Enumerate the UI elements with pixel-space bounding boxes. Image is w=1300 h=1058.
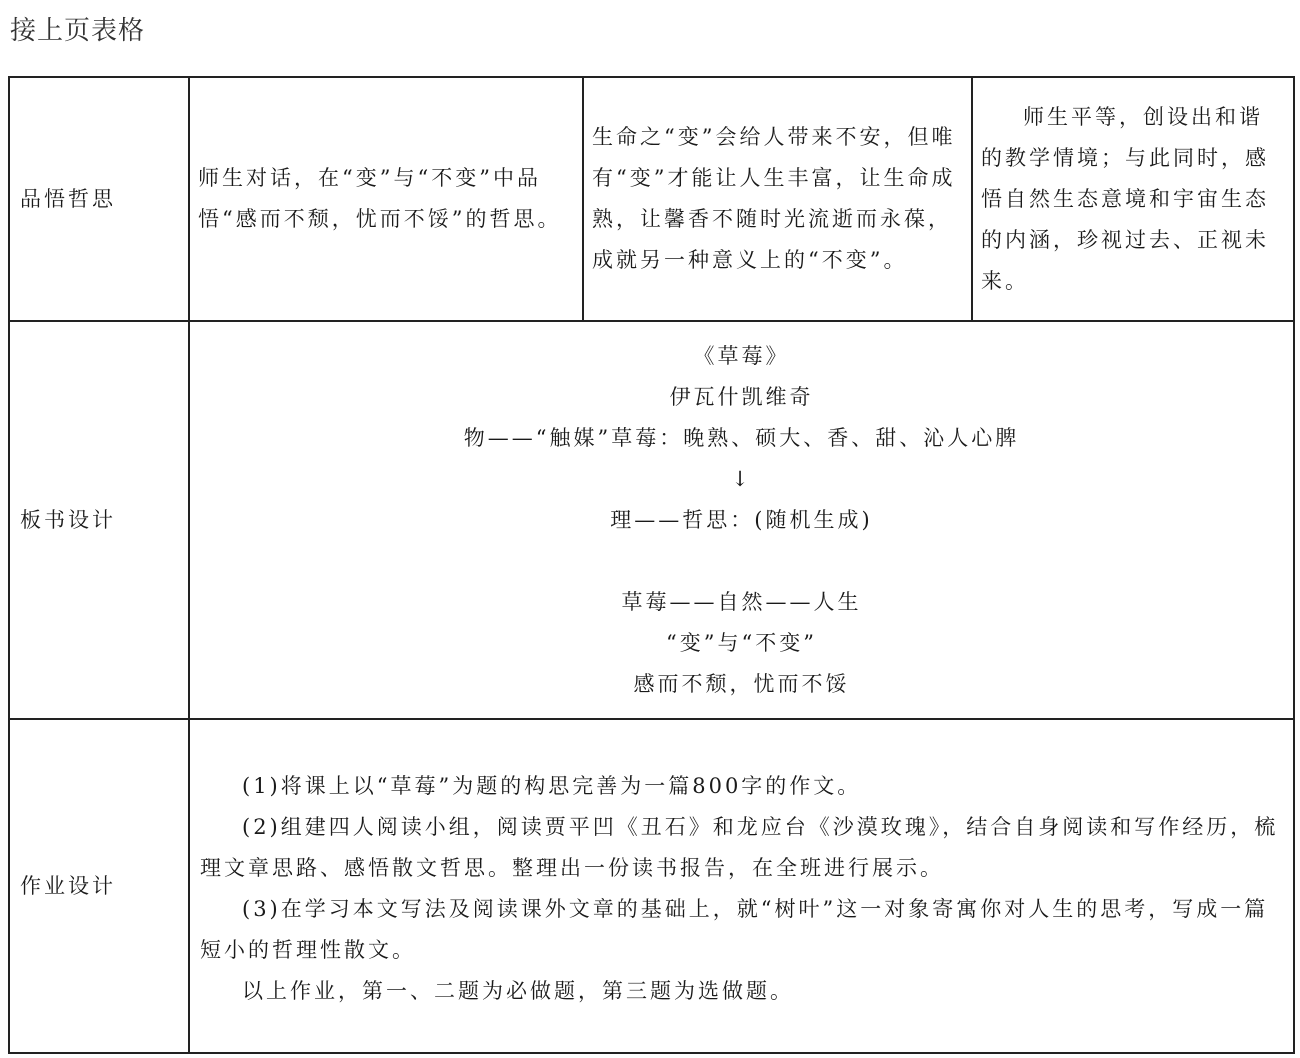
board-spacer xyxy=(190,541,1293,582)
board-title: 《草莓》 xyxy=(693,343,790,368)
arrow-down-icon: ↓ xyxy=(731,466,752,491)
homework-item: (1)将课上以“草莓”为题的构思完善为一篇800字的作文。 xyxy=(242,774,862,798)
reflection-content: 生命之“变”会给人带来不安，但唯有“变”才能让人生丰富，让生命成熟，让馨香不随时光流逝而永葆，成就另一种意义上的“不变”。 xyxy=(583,77,972,321)
board-chain-line: 草莓——自然——人生 xyxy=(621,589,862,614)
reflection-label: 品悟哲思 xyxy=(9,77,189,321)
reflection-row xyxy=(9,77,1294,321)
board-design xyxy=(189,321,1294,719)
board-motto-line: 感而不颓，忧而不馁 xyxy=(633,671,850,696)
board-object-line: 物——“触媒”草莓：晚熟、硕大、香、甜、沁人心脾 xyxy=(463,425,1020,450)
homework-item: (2)组建四人阅读小组，阅读贾平凹《丑石》和龙应台《沙漠玫瑰》，结合自身阅读和写作经历，梳理文章思路、感悟散文哲思。整理出一份读书报告，在全班进行展示。 xyxy=(200,815,1279,880)
continue-note: 接上页表格 xyxy=(10,16,146,46)
homework-label: 作业设计 xyxy=(9,719,189,1053)
board-author: 伊瓦什凯维奇 xyxy=(669,384,814,409)
homework-row xyxy=(9,719,1294,1053)
reflection-intent: 师生平等，创设出和谐的教学情境；与此同时，感悟自然生态意境和宇宙生态的内涵，珍视过去、正视未来。 xyxy=(972,77,1294,321)
homework-item: (3)在学习本文写法及阅读课外文章的基础上，就“树叶”这一对象寄寓你对人生的思考，写成一篇短小的哲理性散文。 xyxy=(200,897,1269,962)
board-change-line: “变”与“不变” xyxy=(666,630,817,655)
board-reason-line: 理——哲思：(随机生成) xyxy=(610,507,873,532)
homework-note: 以上作业，第一、二题为必做题，第三题为选做题。 xyxy=(242,979,794,1003)
homework-content xyxy=(189,719,1294,1053)
reflection-activity: 师生对话，在“变”与“不变”中品悟“感而不颓，忧而不馁”的哲思。 xyxy=(189,77,583,321)
board-label: 板书设计 xyxy=(9,321,189,719)
lesson-plan-table xyxy=(8,76,1295,1054)
board-row xyxy=(9,321,1294,719)
